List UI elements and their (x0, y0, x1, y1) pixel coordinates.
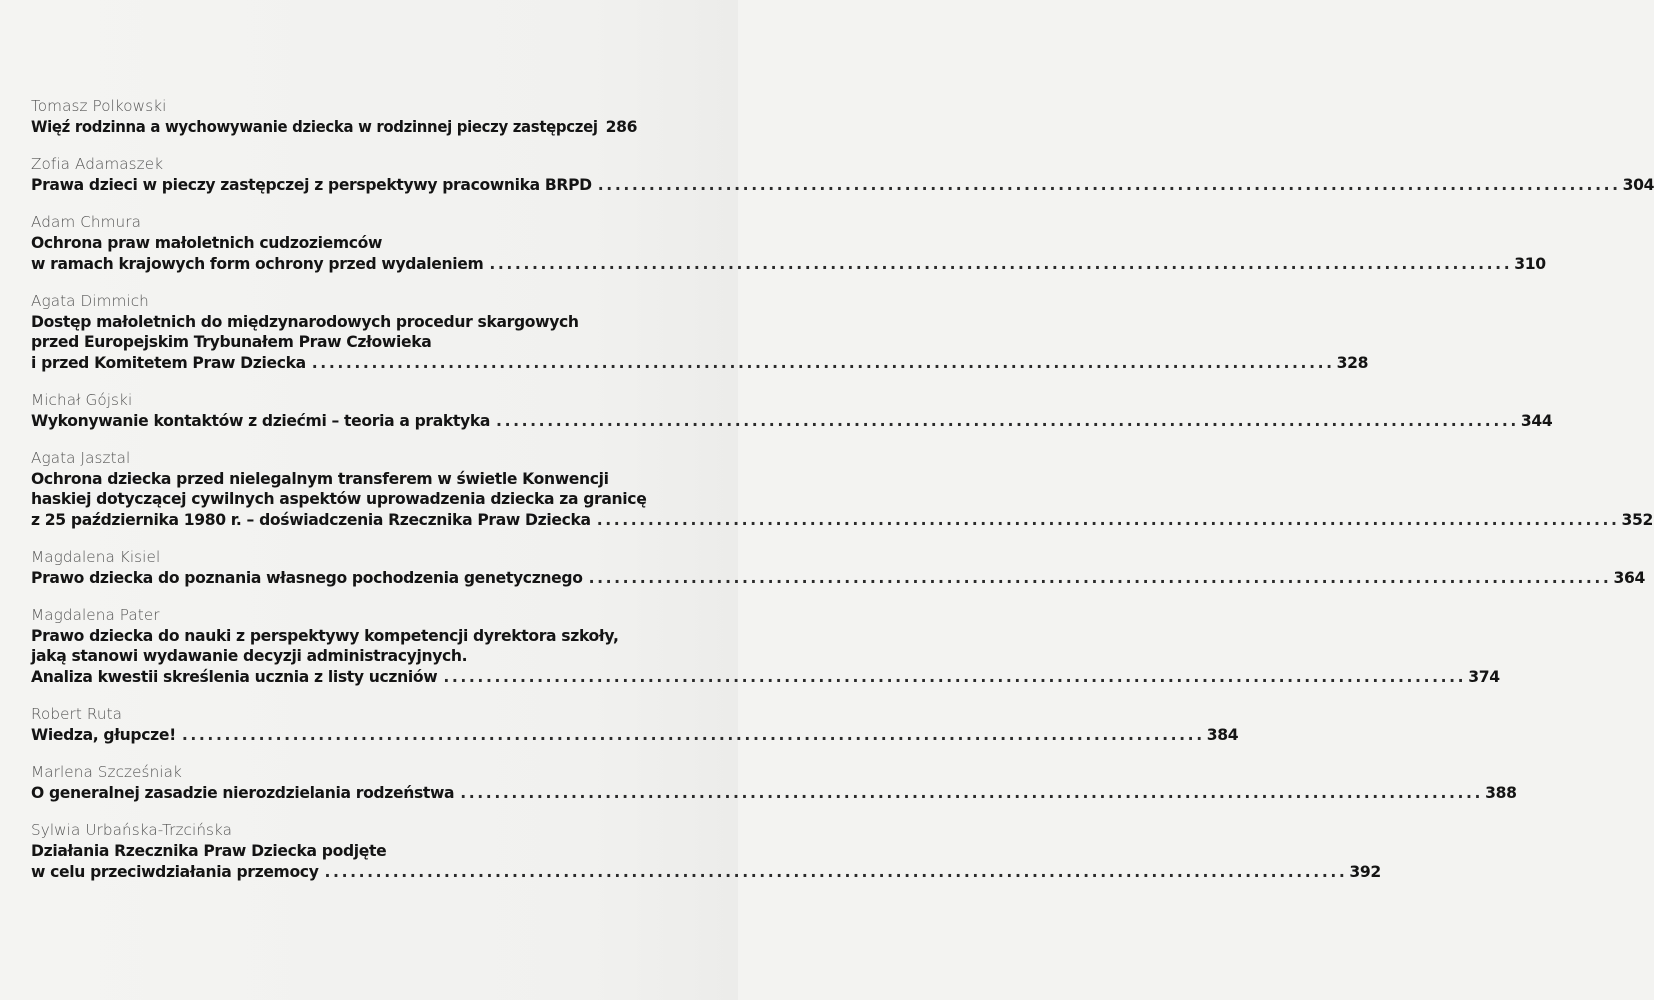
toc-entry (31, 390, 1553, 432)
toc-author: Magdalena Kisiel (31, 547, 161, 566)
toc-title-line: Działania Rzecznika Praw Dziecka podjęte (31, 842, 387, 860)
toc-title-line: O generalnej zasadzie nierozdzielania rodzeństwa (31, 784, 455, 803)
toc-author: Marlena Szcześniak (31, 763, 182, 782)
toc-entry (31, 448, 1654, 531)
toc-entry (31, 762, 1517, 804)
toc-page-number: 328 (1336, 353, 1369, 372)
toc-page-number: 352 (1621, 510, 1654, 529)
dot-leader: ........................................................................................................................ (588, 568, 1612, 587)
toc-title-line: Więź rodzinna a wychowywanie dziecka w rodzinnej pieczy zastępczej (31, 118, 598, 136)
toc-author: Zofia Adamaszek (31, 154, 164, 173)
toc-author: Tomasz Polkowski (31, 97, 167, 115)
toc-title-line: jaką stanowi wydawanie decyzji administracyjnych. (31, 647, 468, 666)
dot-leader: ........................................................................................................................ (324, 862, 1348, 881)
toc-page-number: 364 (1613, 568, 1645, 587)
toc-author: Magdalena Pater (31, 605, 160, 624)
toc-entry (31, 154, 1654, 196)
toc-title-last-line (31, 725, 1239, 746)
toc-title-last-line (31, 667, 1500, 688)
toc-page-number: 286 (605, 118, 638, 136)
toc-page-number: 388 (1485, 784, 1517, 803)
dot-leader: ........................................................................................................................ (460, 784, 1484, 803)
toc-author: Adam Chmura (31, 212, 141, 231)
toc-title-last-line (31, 411, 1553, 432)
toc-title-last-line (31, 254, 1546, 275)
toc-page-number: 384 (1206, 726, 1239, 745)
toc-entry (31, 547, 1645, 589)
toc-title-line: haskiej dotyczącej cywilnych aspektów uprowadzenia dziecka za granicę (31, 490, 647, 509)
toc-entry (31, 96, 648, 138)
toc-title-line: Ochrona praw małoletnich cudzoziemców (31, 233, 383, 252)
toc-title-last-line (31, 353, 1369, 374)
dot-leader: ........................................................................................................................ (181, 726, 1205, 745)
toc-entry (31, 704, 1239, 746)
toc-title-line: Wykonywanie kontaktów z dziećmi – teoria a praktyka (31, 411, 491, 430)
toc-title-last-line (31, 510, 1654, 531)
toc-page-number: 310 (1514, 254, 1546, 273)
toc-entry (31, 212, 1546, 274)
toc-title-line: Wiedza, głupcze! (31, 726, 176, 745)
toc-author: Agata Jasztal (31, 448, 131, 467)
toc-author: Robert Ruta (31, 705, 123, 724)
toc-author: Agata Dimmich (31, 291, 149, 310)
dot-leader: ........................................................................................................................ (443, 668, 1467, 687)
toc-entry (31, 291, 1369, 374)
toc-author: Michał Gójski (31, 390, 133, 409)
dot-leader: ........................................................................................................................ (596, 510, 1620, 529)
dot-leader: ........................................................................................................................ (311, 353, 1335, 372)
table-of-contents (31, 96, 1654, 899)
toc-title-last-line (31, 862, 1381, 883)
toc-title-line: Prawo dziecka do poznania własnego pochodzenia genetycznego (31, 568, 583, 587)
toc-title-line: Prawa dzieci w pieczy zastępczej z perspektywy pracownika BRPD (31, 175, 592, 194)
toc-title-last-line (31, 175, 1654, 196)
toc-title-line: przed Europejskim Trybunałem Praw Człowieka (31, 333, 432, 352)
toc-entry (31, 605, 1500, 688)
toc-page-number: 304 (1622, 175, 1654, 194)
dot-leader: ........................................................................................................................ (496, 411, 1519, 430)
toc-title-last-line (31, 568, 1645, 589)
dot-leader: ........................................................................................................................ (489, 254, 1513, 273)
dot-leader: ........................................................................................................................ (597, 175, 1621, 194)
toc-title-line: Analiza kwestii skreślenia ucznia z listy uczniów (31, 668, 438, 687)
toc-page-number: 392 (1349, 862, 1381, 881)
toc-author: Sylwia Urbańska-Trzcińska (31, 821, 233, 839)
toc-entry (31, 820, 1381, 882)
toc-title-line: Dostęp małoletnich do międzynarodowych procedur skargowych (31, 312, 579, 331)
toc-title-line: w celu przeciwdziałania przemocy (31, 862, 319, 881)
toc-title-line: w ramach krajowych form ochrony przed wydaleniem (31, 254, 484, 273)
toc-title-last-line (31, 783, 1517, 804)
toc-title-line: z 25 października 1980 r. – doświadczenia Rzecznika Praw Dziecka (31, 510, 591, 529)
toc-title-line: Ochrona dziecka przed nielegalnym transferem w świetle Konwencji (31, 469, 609, 488)
toc-title-line: Prawo dziecka do nauki z perspektywy kompetencji dyrektora szkoły, (31, 626, 619, 645)
toc-page-number: 374 (1468, 668, 1500, 687)
toc-page-number: 344 (1520, 411, 1553, 430)
toc-title-line: i przed Komitetem Praw Dziecka (31, 353, 306, 372)
toc-title-last-line (31, 117, 648, 138)
